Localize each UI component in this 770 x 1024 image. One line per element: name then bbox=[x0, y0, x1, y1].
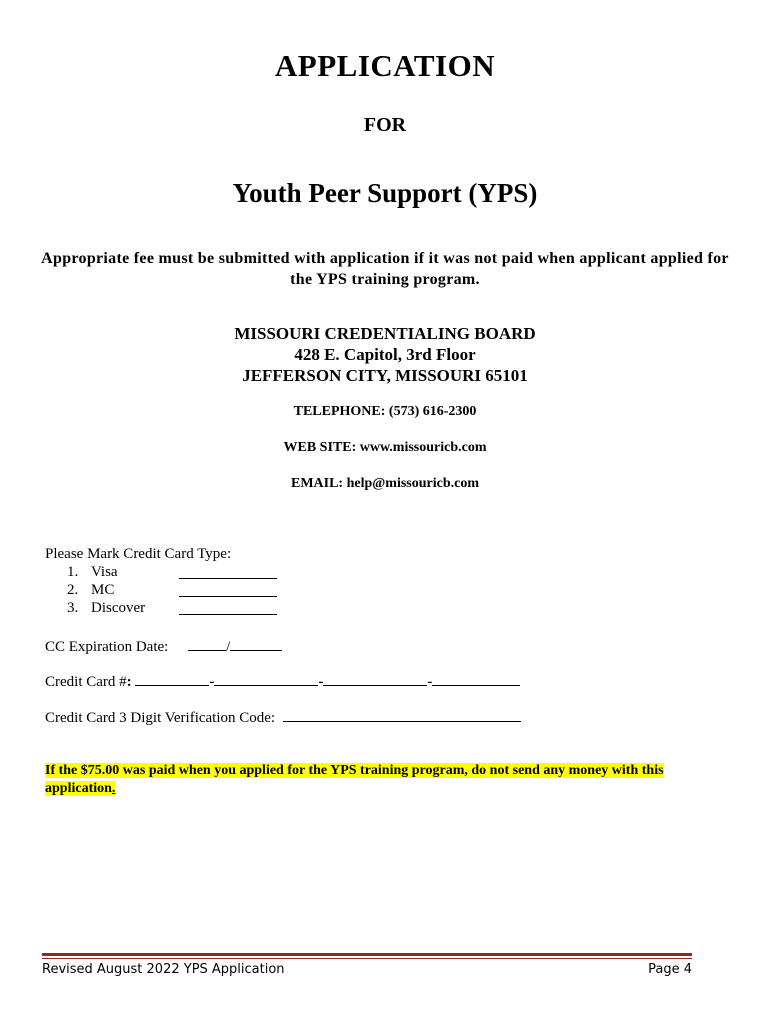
card-number-label: Credit Card # bbox=[45, 674, 127, 690]
payment-notice bbox=[45, 762, 725, 798]
payment-notice-period: . bbox=[111, 781, 116, 796]
cc-type-list bbox=[67, 564, 277, 618]
cc-type-discover-mark[interactable] bbox=[179, 600, 277, 615]
page-title: APPLICATION bbox=[274, 48, 496, 83]
for-heading: FOR bbox=[363, 114, 407, 136]
cc-type-name: Discover bbox=[91, 600, 146, 616]
cc-type-visa-mark[interactable] bbox=[179, 564, 277, 579]
cc-type-number: 3. bbox=[67, 600, 79, 616]
board-name: MISSOURI CREDENTIALING BOARD bbox=[234, 324, 536, 343]
expiration-label: CC Expiration Date: bbox=[45, 639, 169, 655]
cc-type-name: Visa bbox=[91, 564, 118, 580]
cc-type-item bbox=[67, 582, 277, 600]
expiration-month-field[interactable] bbox=[188, 636, 226, 651]
cc-type-name: MC bbox=[91, 582, 115, 598]
expiration-year-field[interactable] bbox=[230, 636, 282, 651]
board-email: EMAIL: help@missouricb.com bbox=[290, 476, 480, 491]
card-number-dash: - bbox=[209, 674, 215, 690]
verification-code-field[interactable] bbox=[283, 707, 521, 722]
cc-type-item bbox=[67, 600, 277, 618]
footer-page-number: Page 4 bbox=[648, 962, 692, 977]
card-number-field-1[interactable] bbox=[135, 671, 209, 686]
program-title: Youth Peer Support (YPS) bbox=[232, 178, 538, 208]
board-telephone: TELEPHONE: (573) 616-2300 bbox=[293, 404, 477, 419]
verification-label: Credit Card 3 Digit Verification Code: bbox=[45, 710, 276, 726]
card-number-field-3[interactable] bbox=[323, 671, 427, 686]
expiration-row bbox=[45, 636, 282, 656]
board-address-block bbox=[0, 323, 770, 386]
payment-notice-line1: If the $75.00 was paid when you applied for the YPS training program, do not send any money with this bbox=[45, 763, 664, 778]
card-number-row bbox=[45, 671, 520, 691]
cc-type-number: 2. bbox=[67, 582, 79, 598]
payment-notice-word: application bbox=[45, 781, 112, 796]
card-number-field-2[interactable] bbox=[214, 671, 318, 686]
expiration-separator: / bbox=[226, 639, 231, 655]
board-address-line2: JEFFERSON CITY, MISSOURI 65101 bbox=[242, 366, 528, 385]
cc-type-item bbox=[67, 564, 277, 582]
board-address-line1: 428 E. Capitol, 3rd Floor bbox=[294, 345, 476, 364]
footer-rule-thin bbox=[42, 958, 692, 959]
card-number-dash: - bbox=[427, 674, 433, 690]
card-number-field-4[interactable] bbox=[432, 671, 520, 686]
footer-revision: Revised August 2022 YPS Application bbox=[42, 962, 285, 977]
cc-type-heading: Please Mark Credit Card Type: bbox=[45, 546, 232, 562]
cc-type-mc-mark[interactable] bbox=[179, 582, 277, 597]
card-number-colon: : bbox=[126, 674, 132, 690]
cc-type-number: 1. bbox=[67, 564, 79, 580]
footer-rule-thick bbox=[42, 953, 692, 956]
payment-notice-line2 bbox=[45, 781, 115, 796]
fee-notice: Appropriate fee must be submitted with application if it was not paid when applicant applied for the YPS training program. bbox=[41, 250, 729, 288]
verification-row bbox=[45, 707, 521, 727]
board-website: WEB SITE: www.missouricb.com bbox=[283, 440, 487, 455]
card-number-dash: - bbox=[318, 674, 324, 690]
